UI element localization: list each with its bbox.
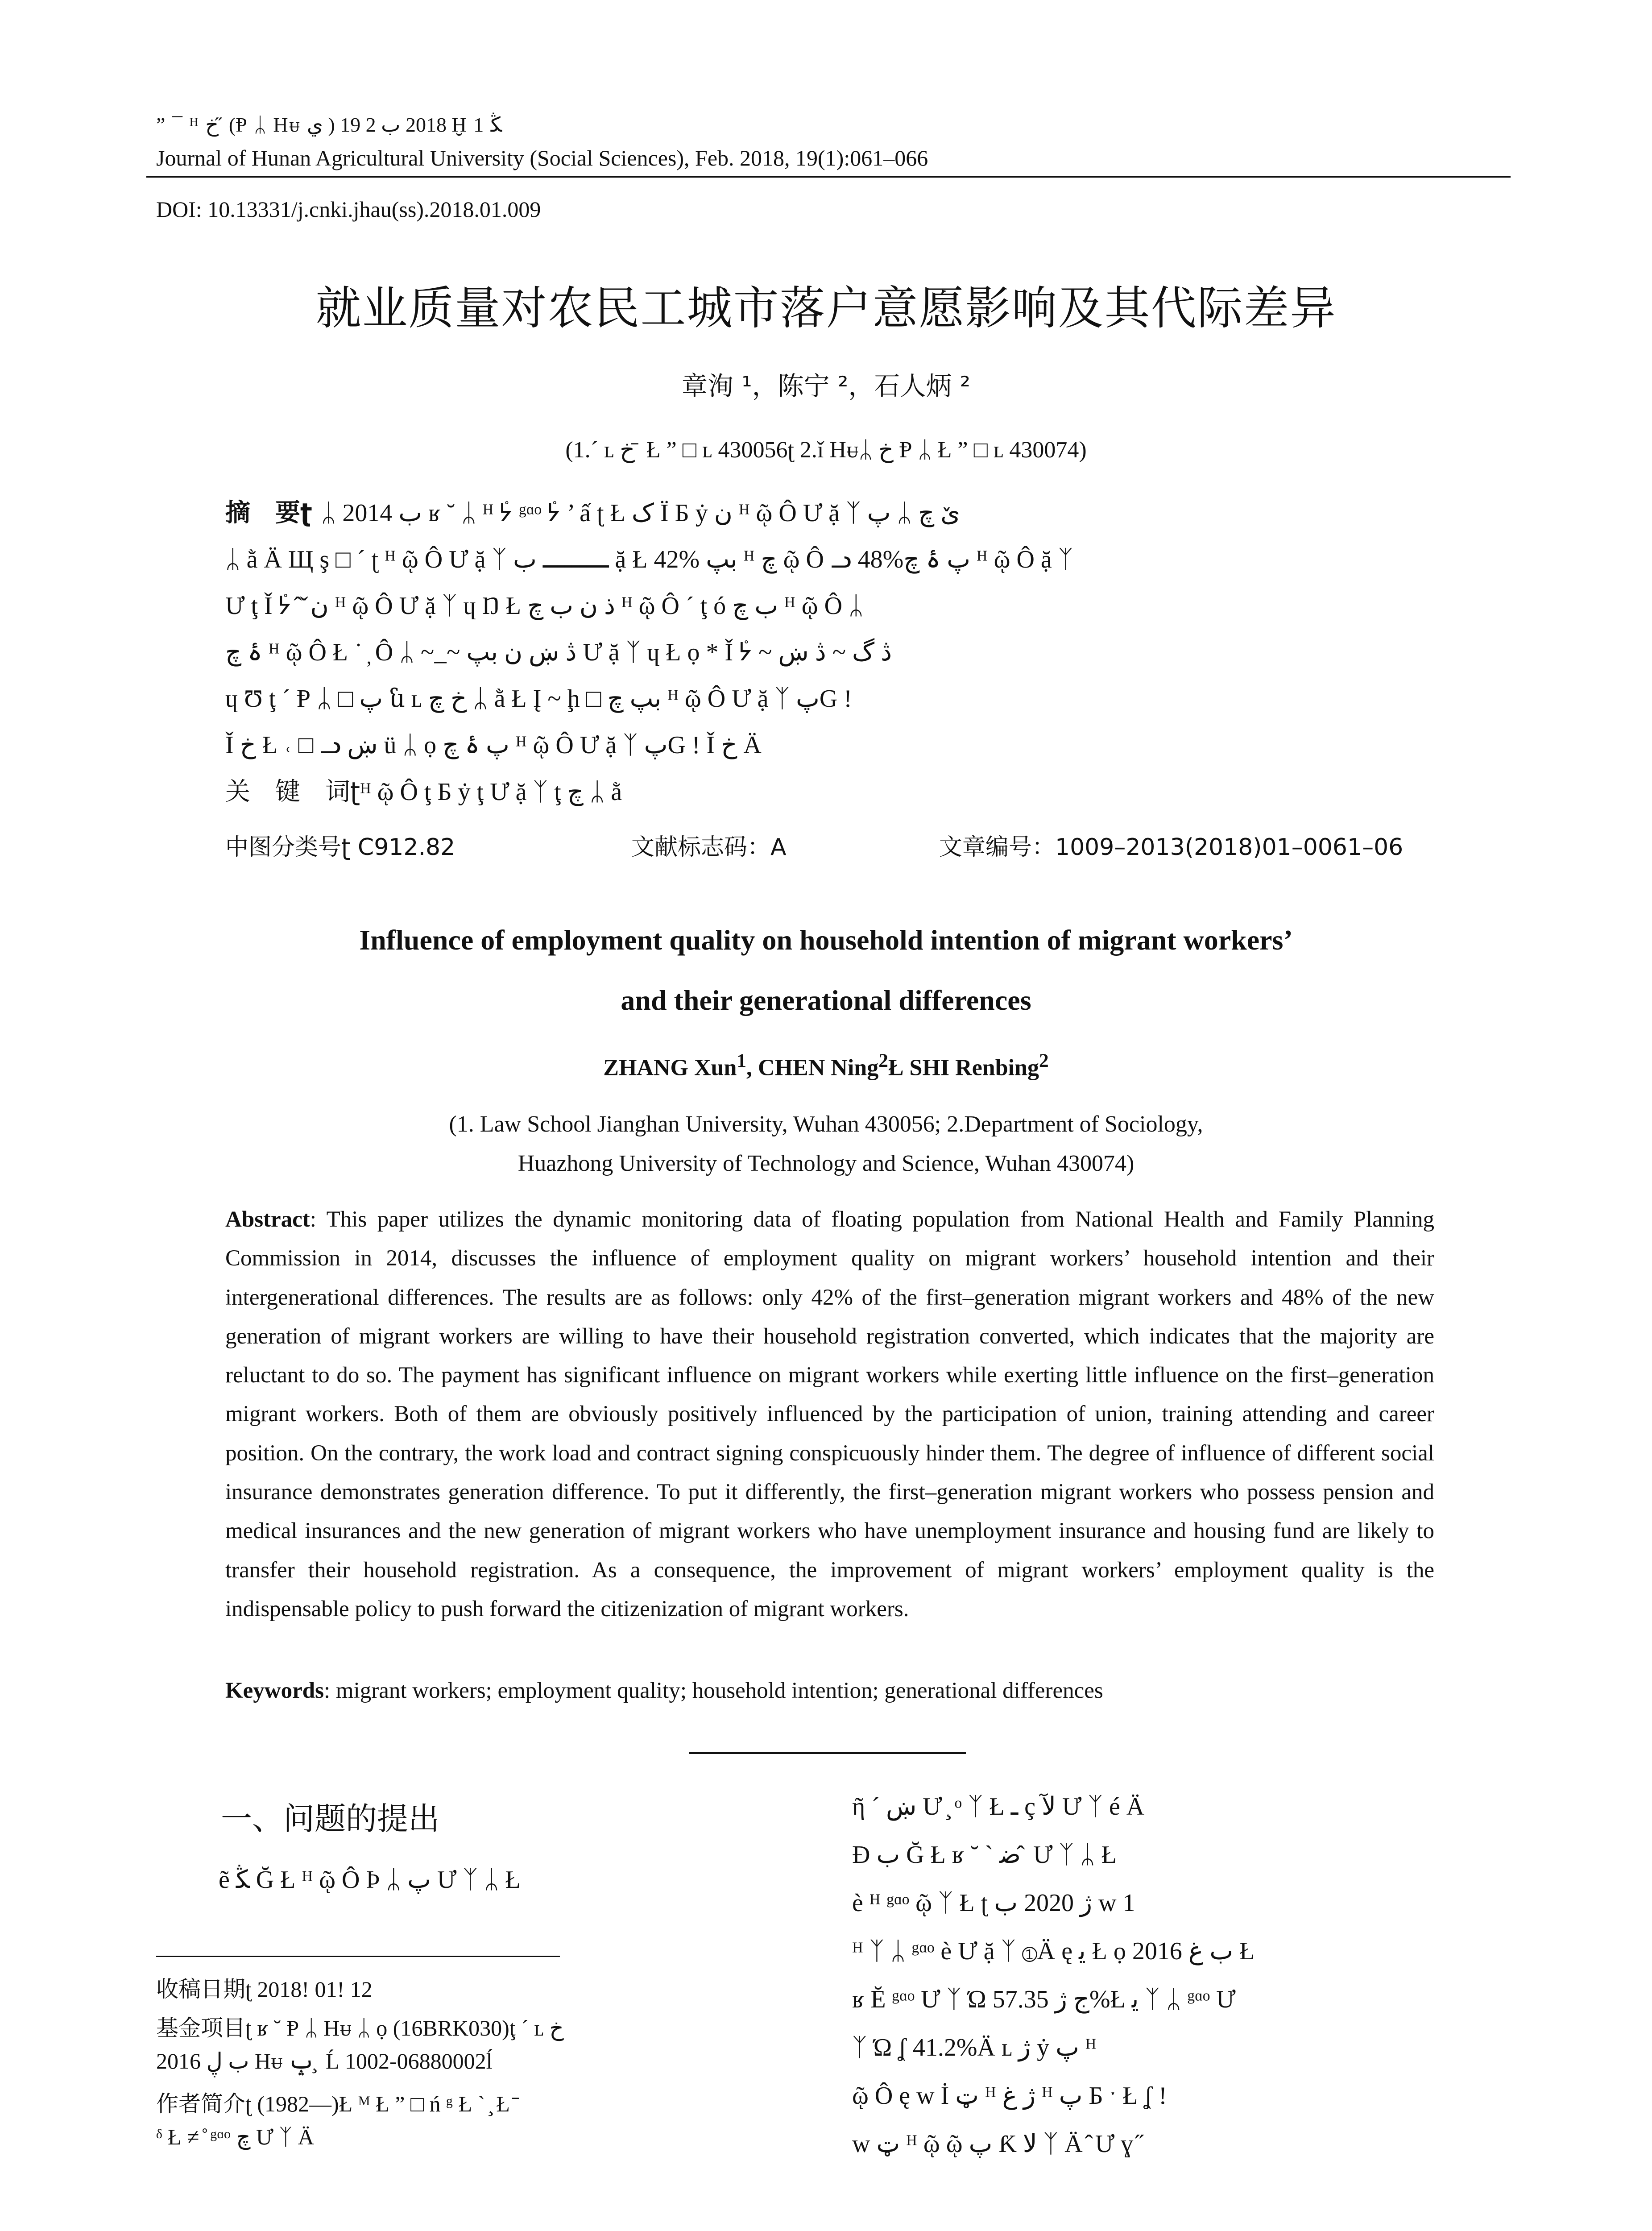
affiliation-en-line1: (1. Law School Jianghan University, Wuhan 430056; 2.Department of Sociology, <box>449 1111 1203 1137</box>
abstract-cn-line: ᛦ ằ Ä Щ ş □ ˊ ʈ ᴴ ῷ Ô Ư ặ ᛉ ـــــــــ ب ặ Ł 42% بپ ᴴ چ ῷ Ô ᓗ 48%پ ۂ چ ᴴ ῷ Ô ặ ᛉ <box>225 546 1073 573</box>
keywords-en-label: Keywords <box>225 1678 324 1703</box>
body-line: ᴡ ټ ᴴ ῷ ῷ پ Ƙ ﻻ ᛉ Ä ̂ Ư ɣ ̋ <box>852 2130 1140 2158</box>
abstract-cn-line: Ư ţ Ǐ ᣄ ̂ ̌ ن ᴴ ῷ Ô Ư ặ ᛉ ɥ Ŋ Ł ذ ن ب چ ᴴ ῷ Ô ˊ ţ ó ب چ ᴴ ῷ Ô ᛦ <box>225 592 864 620</box>
footnote-author: 作者简介ʈ (1982—)Ł ᴹ Ł ” □ ń ᵍ Ł ˋ ̧ Ł ̄ <box>156 2091 516 2116</box>
body-line: Ɖ ب Ğ Ł ʁ ˘ ˋ ﺿ ̂ Ư ᛉ ᛦ Ł <box>852 1841 1117 1869</box>
paper-title-en-line1: Influence of employment quality on household intention of migrant workers’ <box>359 924 1293 956</box>
body-text-right <box>852 1783 1512 2168</box>
abstract-cn <box>225 490 1457 768</box>
keywords-cn <box>225 772 622 808</box>
body-line: è ᴴ ᵍᵅᵒ ῷ ᛉ Ł ʈ ژ 2020 ب ᴡ 1 <box>852 1889 1135 1917</box>
abstract-cn-line: ۂ چ ᴴ ῷ Ô Ł ˙ ̦ Ô ᛦ ~ ̲ ~ ڎ ښ ن بپ Ư ặ ᛉ ɥ Ł ọ * Ǐ ᣄ ~ ڎ گ ~ ڎ ښ <box>225 639 892 666</box>
doi[interactable]: DOI: 10.13331/j.cnki.jhau(ss).2018.01.009 <box>156 197 541 222</box>
abstract-cn-label: 摘 要ʈ <box>225 498 312 527</box>
body-line: ῆ ˊ ښ Ư ̧ ᵒ ᛉ Ł ـ ç ﻵ Ư ᛉ é Ä <box>852 1793 1145 1820</box>
section-divider <box>689 1752 966 1754</box>
footnote-author-cont: ᵟ Ł ≠ ̊ ᵍᵅᵒ چ Ư ᛉ Ä <box>156 2124 314 2149</box>
footnote-fund-cont: 2016 ب ڸ Hᵾ ݒ ̧ Ĺ 1002-06880002ĺ <box>156 2049 493 2073</box>
section-heading: 一、问题的提出 <box>221 1800 439 1837</box>
footnote-rule <box>156 1956 560 1957</box>
abstract-en-text: : This paper utilizes the dynamic monitoring data of floating population from National Health and Family Planning Commission in 2014, discusses the influence of employment quality on migrant workers’ household intention and their intergenerational differences. The results are as follows: only 42% of the first–generation migrant workers and 48% of the new generation of migrant workers are willing to have their household registration converted, which indicates that the majority are reluctant to do so. The payment has significant influence on migrant workers while exerting little influence on the first–generation migrant workers. Both of them are obviously positively influenced by the participation of union, training attending and career position. On the contrary, the work load and contract signing conspicuously hinder them. The degree of influence of different social insurance demonstrates generation difference. To put it differently, the first–generation migrant workers who possess pension and medical insurances and the new generation of migrant workers who have unemployment insurance and housing fund are likely to transfer their household registration. As a consequence, the improvement of migrant workers’ employment quality is the indispensable policy to push forward the citizenization of migrant workers. <box>225 1207 1434 1621</box>
header-rule <box>146 176 1511 178</box>
paper-title-cn: 就业质量对农民工城市落户意愿影响及其代际差异 <box>315 282 1337 335</box>
authors-en: ZHANG Xun$^1$, CHEN Ning$^2$Ł SHI Renbing$^2$ <box>603 1050 1049 1081</box>
abstract-cn-line: 摘 要ʈ ᛦ 2014 ب ʁ ˘ ᛦ ᴴ ᣄ ᵍᵅᵒ ᣄ ’ ấ ʈ Ł ک Ϊ Ƃ ẏ ن ᴴ ῷ Ô Ư ặ ᛉ پ ᛦ ێ چ <box>225 498 961 527</box>
authors-cn: 章洵 ¹，陈宁 ²，石人炳 ² <box>681 371 971 401</box>
abstract-cn-line: ɥ Ʊ ţ ˊ Ᵽ ᛦ □ پ ն ʟ خ چ ᛦ ằ Ł Į ~ ḩ □ بپ چ ᴴ ῷ Ô Ư ặ ᛉ پG ! <box>225 685 852 713</box>
abstract-cn-line: Ǐ خ Ł ˓ □ ᓗ ښ ü ᛦ ọ پ ۂ چ ᴴ ῷ Ô Ư ặ ᛉ پG ! Ǐ خ Ä <box>225 731 762 759</box>
body-line: ᴴ ᛉ ᛦ ᵍᵅᵒ è Ư ặ ᛉ ①Ä ę ﻳ Ł ọ 2016 ب غ Ł <box>852 1937 1255 1965</box>
keywords-en <box>225 1678 1103 1704</box>
article-number: 文章编号：1009–2013(2018)01–0061–06 <box>939 834 1404 861</box>
paper-title-en-line2: and their generational differences <box>621 984 1031 1016</box>
footnote-received: 收稿日期ʈ 2018ǃ 01ǃ 12 <box>156 1977 373 2002</box>
body-line: ʁ Ĕ ᵍᵅᵒ Ư ᛉ Ώ ج ژ 57.35%Ł ﻳ ᛉ ᛦ ᵍᵅᵒ Ư <box>852 1986 1236 2013</box>
journal-header-en: Journal of Hunan Agricultural University (Social Sciences), Feb. 2018, 19(1):061–066 <box>156 145 928 170</box>
keywords-en-text: : migrant workers; employment quality; household intention; generational differences <box>323 1678 1103 1703</box>
clc-number: 中图分类号ʈ C912.82 <box>225 834 455 861</box>
affiliation-cn: (1.ˊ ʟ خ ̄ Ł ” □ ʟ 430056ʈ 2.ǐ Hᵾᛦ خ Ᵽ ᛦ Ł ” □ ʟ 430074) <box>565 437 1087 463</box>
body-line: ῷ Ô ę ᴡ İ ټ ᴴ ژ غ ᴴ پ Ƃ ˑ Ł ʆ ! <box>852 2082 1167 2110</box>
keywords-cn-label: 关 键 词ʈ <box>225 777 360 806</box>
abstract-en <box>225 1200 1434 1629</box>
body-line: ᛉ Ώ ʆ 41.2%Ä ʟ ژ ẏ پ ᴴ <box>852 2034 1097 2061</box>
keywords-cn-text: ᴴ ῷ Ô ţ Ƃ ẏ ţ Ư ặ ᛉ ţ چ ᛦ ằ <box>360 778 622 806</box>
journal-header-cn: ” ¯ ᴴ خ ̋ (Ᵽ ᛦ Hᵾ ي ) 2018 ب 2 19 Ḫ 1 ﯖ <box>156 113 502 136</box>
affiliation-en-line2: Huazhong University of Technology and Science, Wuhan 430074) <box>518 1151 1134 1176</box>
body-text-left: ẽ ﯖ Ğ Ł ᴴ ῷ Ô Ϸ ᛦ پ Ư ᛉ ᛦ Ł <box>219 1866 521 1894</box>
abstract-en-label: Abstract <box>225 1207 310 1232</box>
document-code: 文献标志码：A <box>631 834 787 861</box>
footnote-fund: 基金项目ʈ ʁ ˘ Ᵽ ᛦ Hᵾ ᛦ ọ (16BRK030)ţ ˊ ʟ خ <box>156 2015 564 2040</box>
